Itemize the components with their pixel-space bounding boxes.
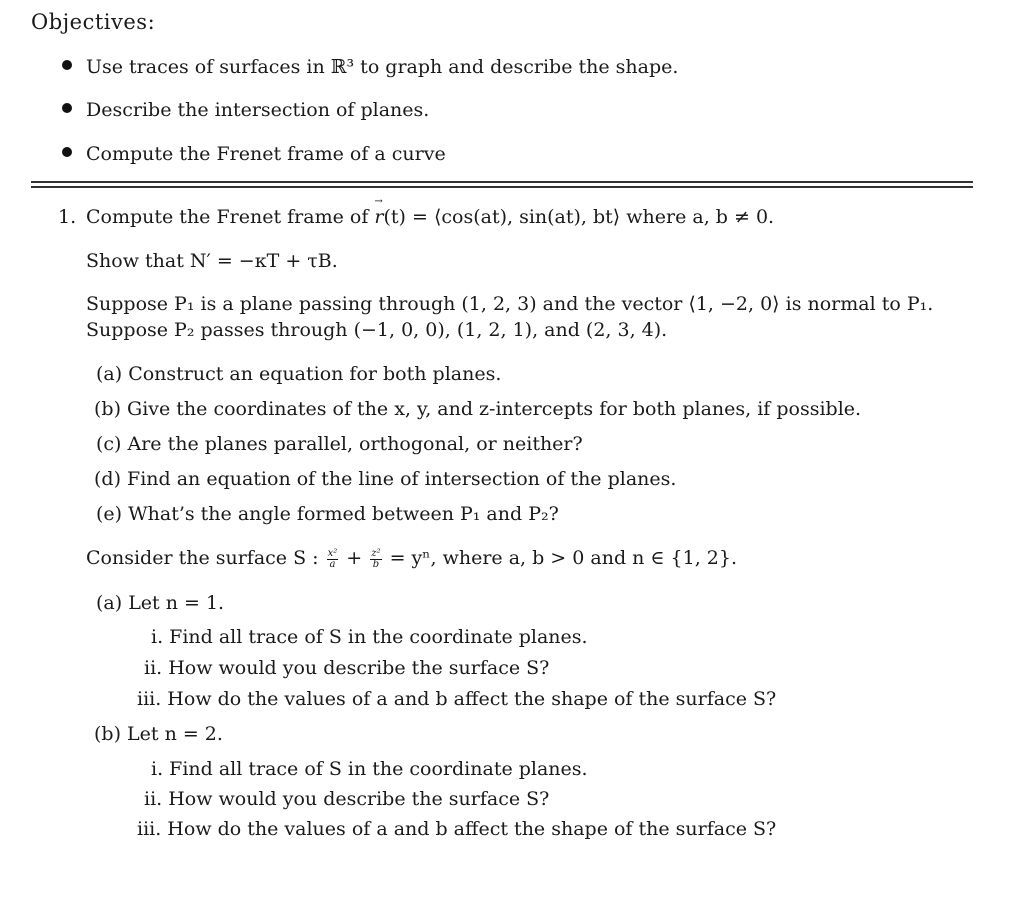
fraction-x2-over-a: $\frac{\text{x²}}{a}$ xyxy=(327,547,338,570)
surface-statement: Consider the surface S : $\frac{\text{x²}}{a}$ + $\frac{\text{z²}}{b}$ = yⁿ, where a, b > 0 and n ∈ {1, 2}. xyxy=(86,547,738,570)
objective-item: Compute the Frenet frame of a curve xyxy=(62,143,446,165)
surface-part-b-label: (b) Let n = 2. xyxy=(94,723,223,745)
surface-part-a-label: (a) Let n = 1. xyxy=(96,592,225,614)
part-a-item-i: i. Find all trace of S in the coordinate planes. xyxy=(151,626,588,648)
bullet-icon xyxy=(62,147,72,157)
fraction-z2-over-b: $\frac{\text{z²}}{b}$ xyxy=(371,547,381,570)
plane-part-b: (b) Give the coordinates of the x, y, and z-intercepts for both planes, if possible. xyxy=(94,398,862,420)
part-a-item-ii: ii. How would you describe the surface S? xyxy=(144,657,550,679)
divider-top xyxy=(31,181,973,183)
objective-item: Use traces of surfaces in ℝ³ to graph and describe the shape. xyxy=(62,56,678,78)
part-b-item-iii: iii. How do the values of a and b affect the shape of the surface S? xyxy=(137,818,777,840)
part-b-item-i: i. Find all trace of S in the coordinate planes. xyxy=(151,758,588,780)
show-statement: Show that N′ = −κT + τB. xyxy=(86,250,338,272)
plane-part-a: (a) Construct an equation for both planes. xyxy=(96,363,502,385)
objective-item: Describe the intersection of planes. xyxy=(62,99,429,121)
bullet-icon xyxy=(62,103,72,113)
plane-part-e: (e) What’s the angle formed between P₁ and P₂? xyxy=(96,503,559,525)
divider-bottom xyxy=(31,186,973,188)
bullet-icon xyxy=(62,60,72,70)
part-b-item-ii: ii. How would you describe the surface S? xyxy=(144,788,550,810)
plane-p2-statement: Suppose P₂ passes through (−1, 0, 0), (1, 2, 1), and (2, 3, 4). xyxy=(86,319,668,341)
plane-p1-statement: Suppose P₁ is a plane passing through (1, 2, 3) and the vector ⟨1, −2, 0⟩ is normal to P₁. xyxy=(86,293,934,315)
frenet-question: Compute the Frenet frame of → r(t) = ⟨cos(at), sin(at), bt⟩ where a, b ≠ 0. xyxy=(86,206,774,228)
vector-r: → r xyxy=(374,206,383,228)
part-a-item-iii: iii. How do the values of a and b affect the shape of the surface S? xyxy=(137,688,777,710)
plane-part-d: (d) Find an equation of the line of intersection of the planes. xyxy=(94,468,677,490)
plane-part-c: (c) Are the planes parallel, orthogonal, or neither? xyxy=(96,433,583,455)
problem-number: 1. xyxy=(58,206,77,228)
objectives-title: Objectives: xyxy=(31,10,156,34)
